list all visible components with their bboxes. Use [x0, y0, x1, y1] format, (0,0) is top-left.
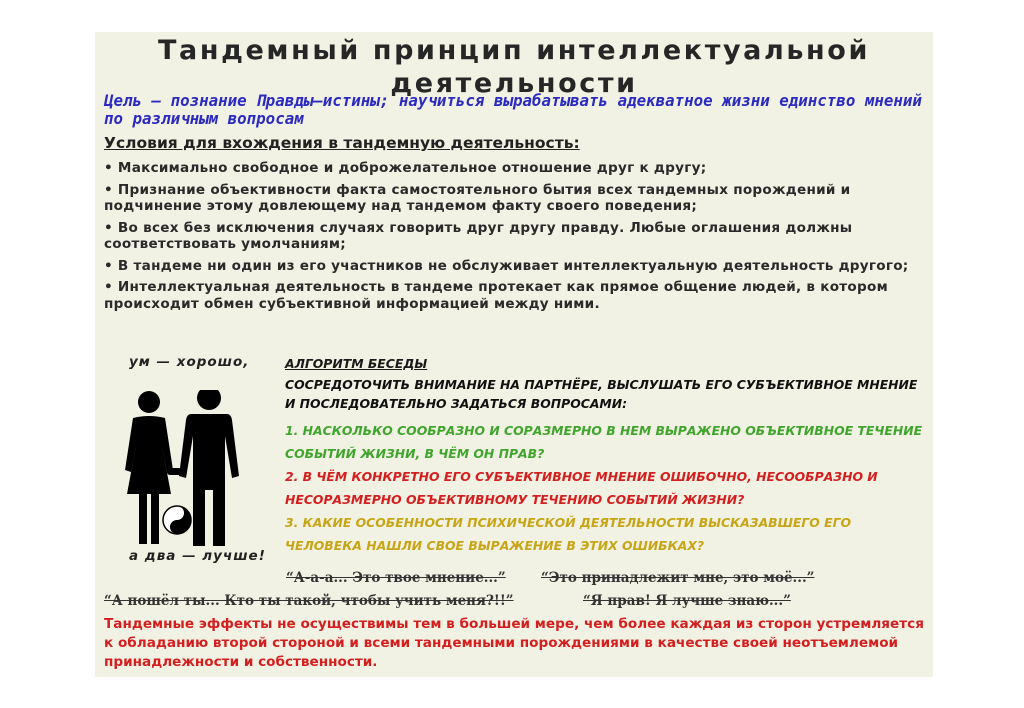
question-3: 3. КАКИЕ ОСОБЕННОСТИ ПСИХИЧЕСКОЙ ДЕЯТЕЛЬНОСТИ ВЫСКАЗАВШЕГО ЕГО ЧЕЛОВЕКА НАШЛИ СВОЕ ВЫРАЖЕНИЕ В ЭТИХ ОШИБКАХ?	[285, 515, 852, 553]
algorithm-intro: СОСРЕДОТОЧИТЬ ВНИМАНИЕ НА ПАРТНЁРЕ, ВЫСЛУШАТЬ ЕГО СУБЪЕКТИВНОЕ МНЕНИЕ И ПОСЛЕДОВАТЕЛЬНО ЗАДАТЬСЯ ВОПРОСАМИ:	[285, 377, 918, 411]
couple-yin-yang-icon	[111, 390, 261, 550]
condition-item: • В тандеме ни один из его участников не обслуживает интеллектуальную деятельность другого;	[104, 257, 909, 274]
algorithm-section	[285, 352, 925, 557]
conditions-list	[104, 160, 934, 317]
struck-phrase: “А-а-а... Это твое мнение...”	[286, 570, 506, 586]
algorithm-title: АЛГОРИТМ БЕСЕДЫ	[285, 356, 428, 371]
struck-phrase: “Я прав! Я лучше знаю...”	[583, 593, 791, 609]
struck-phrase: “Это принадлежит мне, это моё...”	[541, 570, 815, 586]
figure-caption-bottom: а два — лучше!	[129, 548, 266, 564]
goal-text: Цель – познание Правды–истины; научиться вырабатывать адекватное жизни единство мнений по различным вопросам	[104, 91, 922, 128]
conditions-title: Условия для вхождения в тандемную деятельность:	[104, 134, 580, 152]
question-2: 2. В ЧЁМ КОНКРЕТНО ЕГО СУБЪЕКТИВНОЕ МНЕНИЕ ОШИБОЧНО, НЕСООБРАЗНО И НЕСОРАЗМЕРНО ОБЪЕКТИВНОМУ ТЕЧЕНИЮ СОБЫТИЙ ЖИЗНИ?	[285, 469, 878, 507]
figure-caption-top: ум — хорошо,	[129, 354, 250, 370]
footer-text: Тандемные эффекты не осуществимы тем в большей мере, чем более каждая из сторон устремляется к обладанию второй стороной и всеми тандемными порождениями в качестве своей неотъемлемой принадлежности и собственности.	[104, 616, 924, 670]
slide-title: Тандемный принцип интеллектуальной деятельности	[158, 35, 870, 99]
question-1: 1. НАСКОЛЬКО СООБРАЗНО И СОРАЗМЕРНО В НЕМ ВЫРАЖЕНО ОБЪЕКТИВНОЕ ТЕЧЕНИЕ СОБЫТИЙ ЖИЗНИ, В ЧЁМ ОН ПРАВ?	[285, 423, 923, 461]
condition-item: • Интеллектуальная деятельность в тандеме протекает как прямое общение людей, в котором происходит обмен субъективной информацией между ними.	[104, 279, 888, 312]
slide	[95, 32, 933, 677]
condition-item: • Во всех без исключения случаях говорить друг другу правду. Любые оглашения должны соответствовать умолчаниям;	[104, 219, 853, 252]
condition-item: • Признание объективности факта самостоятельного бытия всех тандемных порождений и подчинение этому довлеющему над тандемом факту своего поведения;	[104, 181, 851, 214]
figure	[101, 350, 276, 568]
condition-item: • Максимально свободное и доброжелательное отношение друг к другу;	[104, 160, 707, 176]
struck-phrase: “А пошёл ты... Кто ты такой, чтобы учить меня?!!”	[104, 593, 514, 609]
